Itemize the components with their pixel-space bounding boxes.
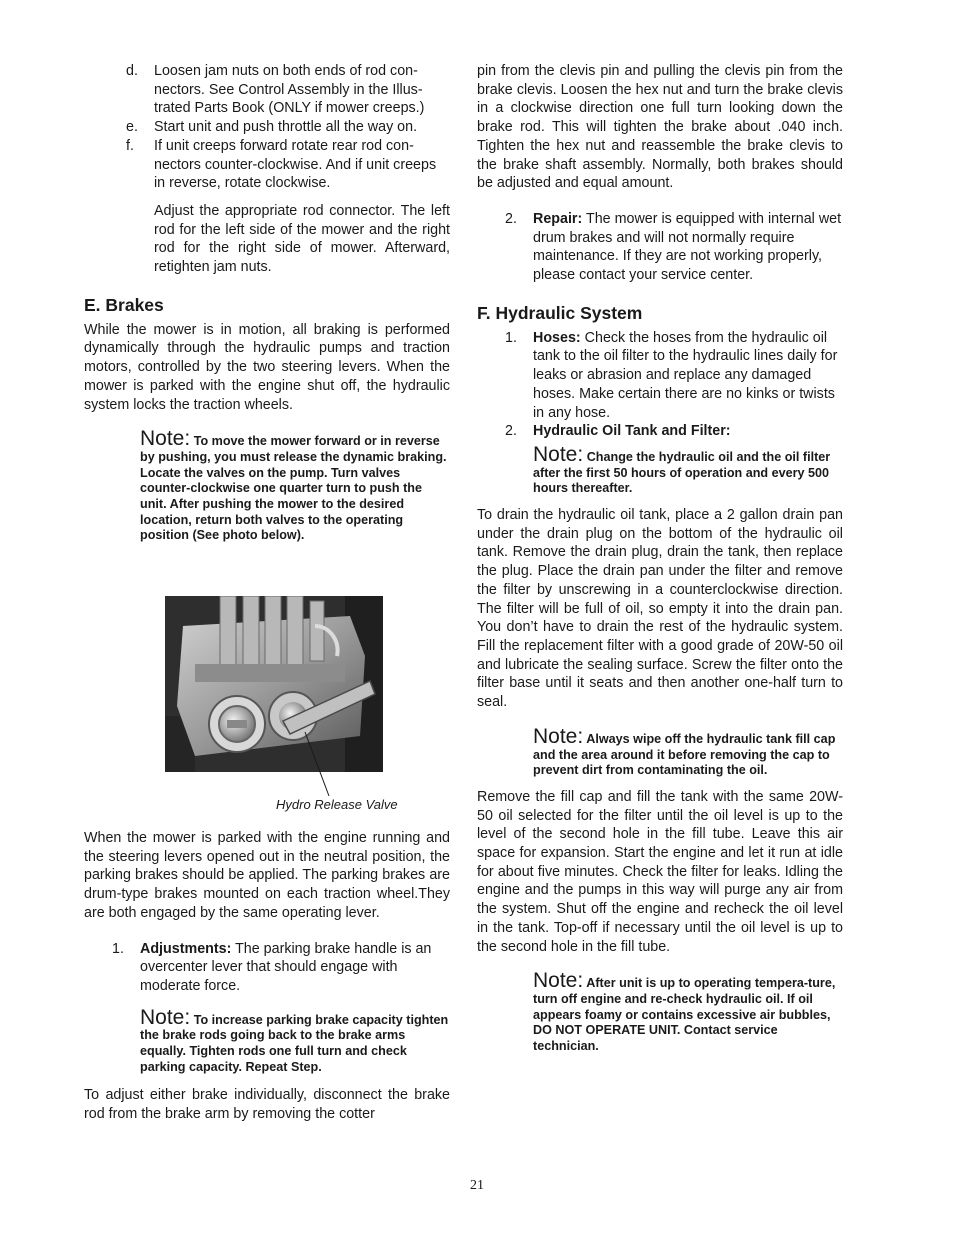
steps-list-d-f — [126, 62, 450, 193]
list-item-adjustments — [112, 940, 450, 996]
note-label: Note: — [533, 442, 584, 466]
list-marker: 1. — [505, 329, 517, 346]
section-e-heading: E. Brakes — [84, 294, 164, 315]
hydro-release-valve-photo — [165, 596, 383, 772]
list-item-hoses — [505, 329, 843, 423]
photo-caption: Hydro Release Valve — [276, 797, 398, 812]
list-item-f — [126, 137, 450, 193]
list-marker: e. — [126, 119, 138, 136]
note-label: Note: — [533, 724, 584, 748]
note-foamy-oil-warning — [533, 969, 843, 1055]
list-item-e — [126, 118, 450, 137]
adjustments-text: The parking brake handle is an overcenter lever that should engage with moderate force. — [140, 940, 432, 994]
left-column-lower — [84, 829, 450, 1124]
list-marker: 2. — [505, 423, 517, 440]
right-column — [477, 62, 843, 1055]
tank-filter-label: Hydraulic Oil Tank and Filter: — [533, 423, 731, 440]
note-text: Always wipe off the hydraulic tank fill cap and the area around it before removing the cap to prevent dirt from contaminating the oil. — [533, 731, 836, 778]
list-item-repair — [505, 210, 843, 285]
list-item-d — [126, 62, 450, 118]
repair-label: Repair: — [533, 210, 583, 227]
list-item-tank-filter — [505, 422, 843, 441]
note-parking-brake-capacity — [140, 1005, 450, 1076]
callout-leader-line — [295, 728, 335, 798]
hoses-label: Hoses: — [533, 329, 581, 346]
note-text: To move the mower forward or in reverse by pushing, you must release the dynamic braking. Locate the valves on the pump. Turn valves counter-clockwise one quarter turn to push the unit. After pushing the mower to the desired location, return both valves to the operating position (See photo below). — [140, 434, 447, 543]
adjust-individual-paragraph: To adjust either brake individually, disconnect the brake rod from the brake arm by removing the cotter — [84, 1087, 450, 1123]
fill-tank-paragraph: Remove the fill cap and fill the tank with the same 20W-50 oil selected for the filter until the oil level is up to the level of the second hole in the fill tube. Leave this air space for expansion. Start the engine and let it run at idle for about five minutes. Check the filter for leaks. Idling the engine and the pumps in this way will purge any air from the system. Shut off the engine and recheck the oil level in the tank. Top-off if necessary until the oil level is up to the second hole in the fill tube. — [477, 788, 843, 955]
brakes-intro-paragraph: While the mower is in motion, all braking is performed dynamically through the hydraulic pumps and traction motors, controlled by the two steering levers. When the mower is parked with the engine shut off, the hydraulic system locks the traction wheels. — [84, 321, 450, 413]
note-text: Change the hydraulic oil and the oil filter after the first 50 hours of operation and every 500 hours thereafter. — [533, 449, 831, 496]
list-item-text: If unit creeps forward rotate rear rod con-nectors counter-clockwise. And if unit creeps in reverse, rotate clockwise. — [154, 137, 437, 192]
list-marker: f. — [126, 137, 134, 154]
section-f-heading: F. Hydraulic System — [477, 302, 643, 323]
note-wipe-fill-cap — [533, 724, 843, 779]
note-label: Note: — [140, 427, 191, 451]
left-column — [84, 62, 450, 544]
list-item-text: Start unit and push throttle all the way on. — [154, 119, 418, 136]
note-text: To increase parking brake capacity tighten the brake rods going back to the brake arms equally. Tighten rods one full turn and check parking capacity. Repeat Step. — [140, 1012, 449, 1074]
parking-brakes-paragraph: When the mower is parked with the engine running and the steering levers opened out in the neutral position, the parking brakes should be applied. The parking brakes are drum-type brakes mounted on each traction wheel.They are both engaged by the same operating lever. — [84, 830, 450, 921]
list-marker: 1. — [112, 940, 124, 957]
note-text: After unit is up to operating tempera-ture, turn off engine and re-check hydraulic oil. If oil appears foamy or contains excessive air bubbles, DO NOT OPERATE UNIT. Contact service technician. — [533, 976, 836, 1054]
list-marker: d. — [126, 63, 138, 79]
drain-tank-paragraph: To drain the hydraulic oil tank, place a 2 gallon drain pan under the drain plug on the bottom of the hydraulic oil tank. Remove the drain plug, drain the tank, then replace the plug. Place the drain pan under the filter and remove the filter by unscrewing in a counterclockwise direction. The filter will be full of oil, so empty it into the drain pan. You don’t have to drain the rest of the hydraulic system. Fill the replacement filter with a good grade of 20W-50 oil and lubricate the sealing surface. Screw the filter onto the filter base until it seats and then another one-half turn to seal. — [477, 507, 843, 711]
adjustments-label: Adjustments: — [140, 940, 232, 957]
adjust-rod-paragraph: Adjust the appropriate rod connector. The left rod for the left side of the mower and the right rod for the right side of mower. Afterward, retighten jam nuts. — [154, 202, 450, 276]
note-release-dynamic-braking — [140, 427, 450, 544]
repair-text: The mower is equipped with internal wet drum brakes and will not normally require maintenance. If they are not working properly, please contact your service center. — [533, 210, 842, 284]
note-label: Note: — [533, 969, 584, 993]
list-item-text: Loosen jam nuts on both ends of rod con-nectors. See Control Assembly in the Illus-trated Parts Book (ONLY if mower creeps.) — [154, 63, 425, 117]
note-label: Note: — [140, 1005, 191, 1029]
list-marker: 2. — [505, 210, 517, 227]
hoses-text: Check the hoses from the hydraulic oil tank to the oil filter to the hydraulic lines daily for leaks or abrasion and replace any damaged hoses. Make certain there are no kinks or twists in any hose. — [533, 329, 838, 421]
clevis-paragraph: pin from the clevis pin and pulling the clevis pin from the brake clevis. Loosen the hex nut and turn the brake clevis in a clockwise direction one full turn looking down the brake rod. This will tighten the brake about .040 inch. Tighten the hex nut and reassemble the brake clevis to the brake shaft assembly. Normally, both brakes should be adjusted and equal amount. — [477, 63, 843, 192]
page-number: 21 — [470, 1178, 484, 1193]
note-change-oil-interval — [533, 442, 843, 497]
